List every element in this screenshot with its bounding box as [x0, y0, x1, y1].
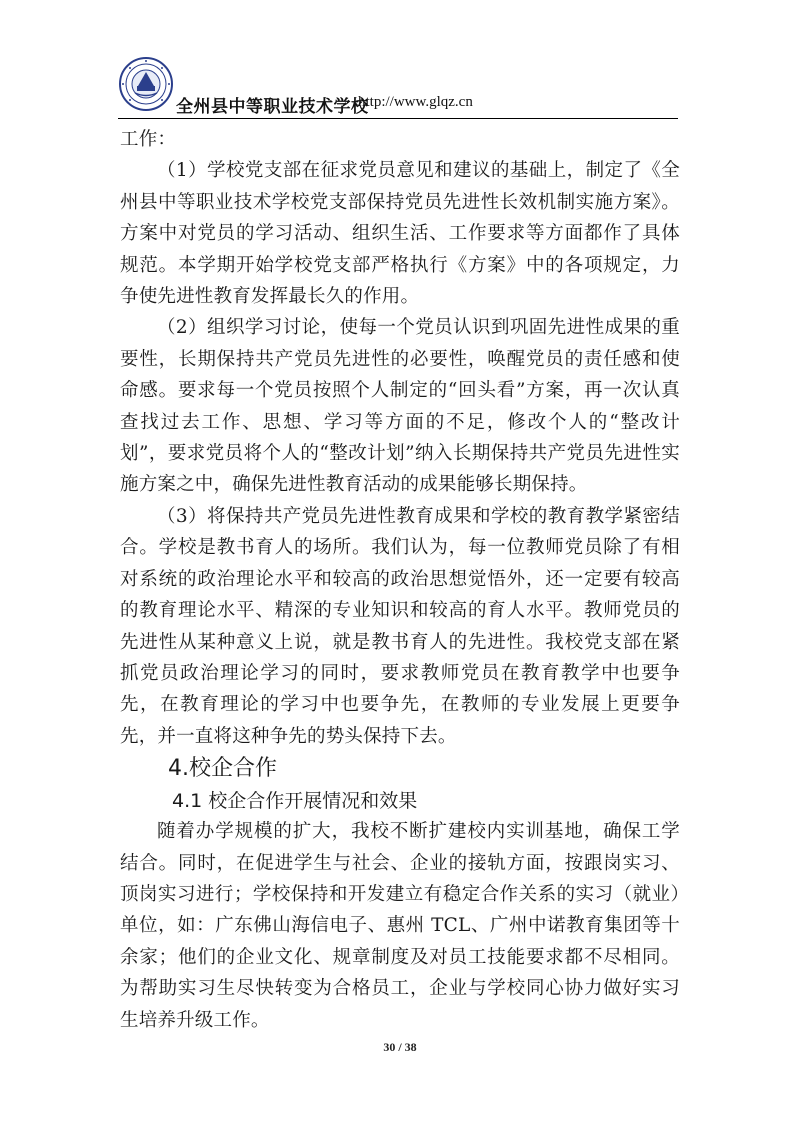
- header-divider: [118, 118, 678, 119]
- school-url[interactable]: http://www.glqz.cn: [358, 94, 473, 110]
- paragraph-item-2: （2）组织学习讨论，使每一个党员认识到巩固先进性成果的重要性，长期保持共产党员先进性的必要性，唤醒党员的责任感和使命感。要求每一个党员按照个人制定的“回头看”方案，再一次认真查找过去工作、思想、学习等方面的不足，修改个人的“整改计划”，要求党员将个人的“整改计划”纳入长期保持共产党员先进性实施方案之中，确保先进性教育活动的成果能够长期保持。: [120, 317, 680, 496]
- paragraph-intro: 工作：: [120, 129, 177, 150]
- paragraph-item-3: （3）将保持共产党员先进性教育成果和学校的教育教学紧密结合。学校是教书育人的场所。我们认为，每一位教师党员除了有相对系统的政治理论水平和较高的政治思想觉悟外，还一定要有较高的教育理论水平、精深的专业知识和较高的育人水平。教师党员的先进性从某种意义上说，就是教书育人的先进性。我校党支部在紧抓党员政治理论学习的同时，要求教师党员在教育教学中也要争先，在教育理论的学习中也要争先，在教师的专业发展上更要争先，并一直将这种争先的势头保持下去。: [120, 505, 680, 747]
- paragraph-cooperation: 随着办学规模的扩大，我校不断扩建校内实训基地，确保工学结合。同时，在促进学生与社会、企业的接轨方面，按跟岗实习、顶岗实习进行；学校保持和开发建立有稳定合作关系的实习（就业）单位，如：广东佛山海信电子、惠州 TCL、广州中诺教育集团等十余家；他们的企业文化、规章制度及对员工技能要求都不尽相同。为帮助实习生尽快转变为合格员工，企业与学校同心协力做好实习生培养升级工作。: [120, 821, 680, 1031]
- subsection-heading: 4.1 校企合作开展情况和效果: [172, 790, 418, 813]
- section-heading: 4.校企合作: [168, 756, 277, 782]
- paragraph-item-1: （1）学校党支部在征求党员意见和建议的基础上，制定了《全州县中等职业技术学校党支部保持党员先进性长效机制实施方案》。方案中对党员的学习活动、组织生活、工作要求等方面都作了具体规范。本学期开始学校党支部严格执行《方案》中的各项规定，力争使先进性教育发挥最长久的作用。: [120, 160, 680, 308]
- page-number: 30 / 38: [383, 1040, 417, 1054]
- school-name: 全州县中等职业技术学校: [176, 97, 369, 117]
- page-header: [118, 56, 678, 122]
- school-emblem-icon: [118, 56, 174, 112]
- document-body: [120, 124, 680, 1036]
